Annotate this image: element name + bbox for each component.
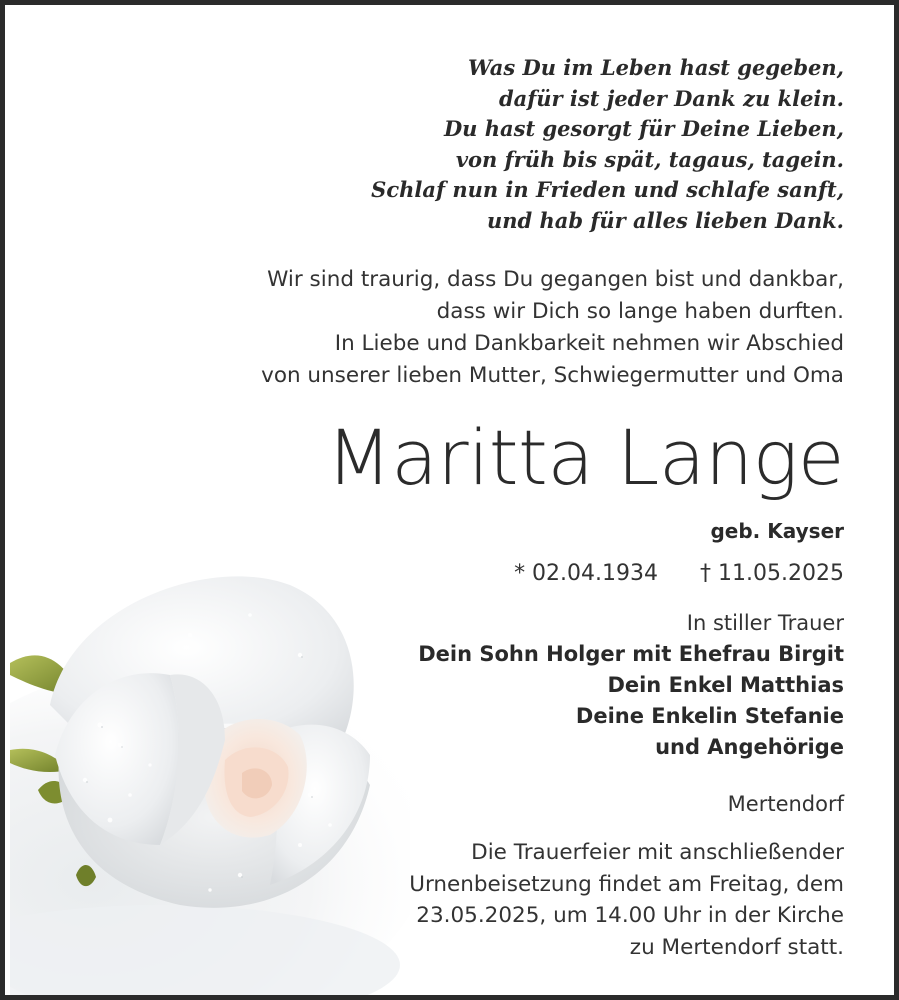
- white-rose-image: [10, 545, 410, 1000]
- poem-line: Schlaf nun in Frieden und schlafe sanft,: [371, 177, 844, 202]
- mourner-name: Dein Enkel Matthias: [607, 673, 844, 697]
- life-dates: [514, 559, 844, 589]
- mourner-name: Dein Sohn Holger mit Ehefrau Birgit: [418, 642, 844, 666]
- intro-line: dass wir Dich so lange haben durften.: [436, 299, 844, 324]
- poem-line: dafür ist jeder Dank zu klein.: [498, 85, 844, 111]
- service-line: Urnenbeisetzung findet am Freitag, dem: [409, 871, 844, 897]
- intro-line: Wir sind traurig, dass Du gegangen bist und dankbar,: [267, 267, 844, 292]
- poem-line: und hab für alles lieben Dank.: [486, 207, 844, 233]
- deceased-name: Maritta Lange: [326, 413, 844, 502]
- intro-line: In Liebe und Dankbarkeit nehmen wir Abschied: [334, 331, 844, 356]
- service-line: zu Mertendorf statt.: [629, 934, 844, 960]
- poem-line: Was Du im Leben hast gegeben,: [468, 55, 844, 80]
- mourning-heading: In stiller Trauer: [686, 611, 844, 635]
- funeral-service-info: [409, 837, 844, 963]
- intro-line: von unserer lieben Mutter, Schwiegermutter und Oma: [261, 363, 844, 388]
- birth-date: * 02.04.1934: [514, 561, 659, 586]
- poem-line: Du hast gesorgt für Deine Lieben,: [443, 116, 844, 141]
- mourners-list: [418, 639, 844, 763]
- service-line: 23.05.2025, um 14.00 Uhr in der Kirche: [416, 903, 844, 928]
- place-name: Mertendorf: [727, 792, 844, 816]
- mourner-name: Deine Enkelin Stefanie: [575, 704, 844, 728]
- poem: [371, 53, 844, 236]
- intro-text: [261, 264, 844, 392]
- death-date: † 11.05.2025: [700, 561, 844, 586]
- service-line: Die Trauerfeier mit anschließender: [471, 840, 844, 865]
- poem-line: von früh bis spät, tagaus, tagein.: [455, 146, 844, 172]
- maiden-name: geb. Kayser: [710, 519, 844, 543]
- mourner-name: und Angehörige: [655, 735, 844, 759]
